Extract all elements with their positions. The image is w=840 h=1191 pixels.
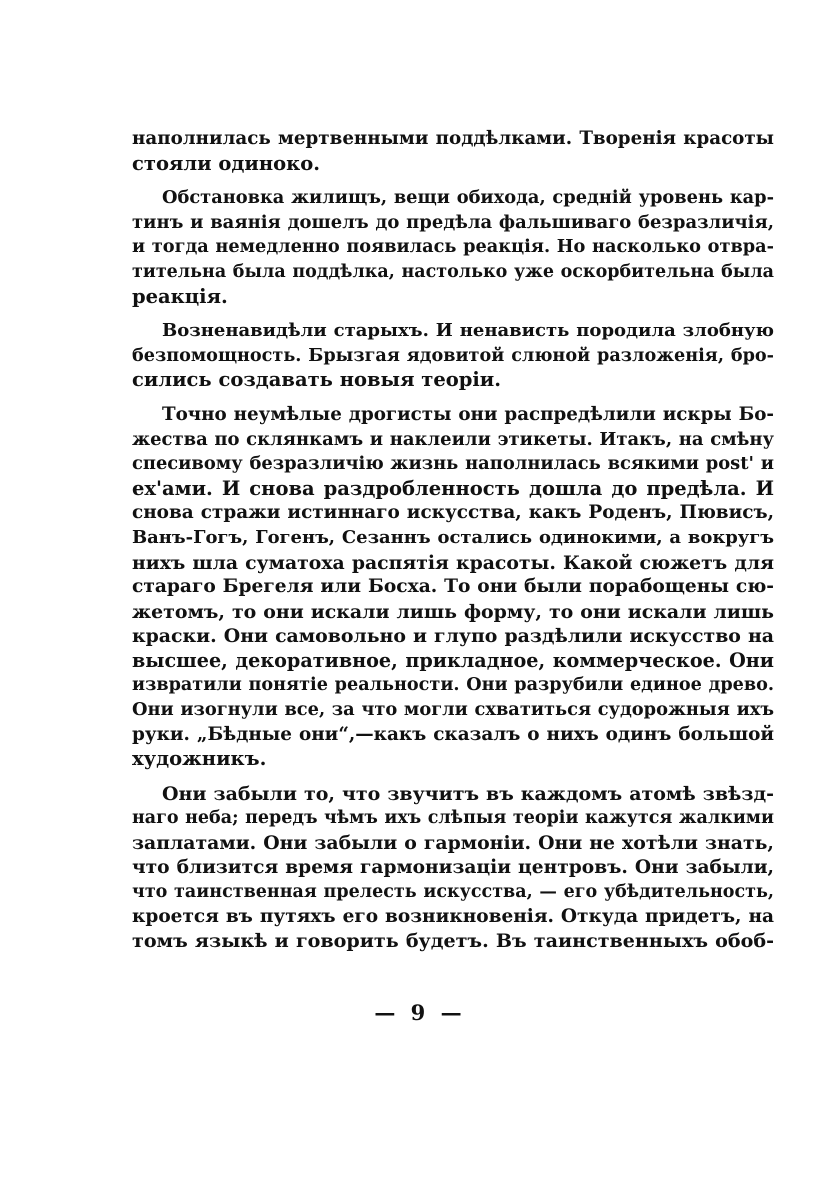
text-line: и тогда немедленно появилась реакція. Но насколько отвра-: [132, 236, 774, 258]
paragraph: [132, 186, 774, 309]
text-line: Они изогнули все, за что могли схватиться судорожныя ихъ: [132, 699, 774, 721]
text-line: безпомощность. Брызгая ядовитой слюной разложенія, бро-: [132, 344, 774, 366]
text-line: руки. „Бѣдные они“,—какъ сказалъ о нихъ одинъ большой: [132, 723, 774, 745]
paragraph: [132, 782, 774, 954]
text-line: Точно неумѣлые дрогисты они распредѣлили искры Бо-: [162, 403, 774, 425]
text-line: ex'ами. И снова раздробленность дошла до предѣла. И: [132, 476, 774, 500]
paragraph: [132, 403, 774, 772]
body-text: [132, 127, 774, 954]
page-number: — 9 —: [374, 1000, 466, 1025]
paragraph: [132, 319, 774, 393]
text-line: нихъ шла суматоха распятія красоты. Какой сюжетъ для: [132, 551, 774, 574]
text-line: наполнилась мертвенными поддѣлками. Творенія красоты: [132, 128, 774, 149]
text-line: извратили понятіе реальности. Они разрубили единое древо.: [132, 674, 774, 696]
text-line: стараго Брегеля или Босха. То они были порабощены сю-: [132, 576, 774, 598]
text-line: художникъ.: [132, 747, 267, 771]
text-line: томъ языкѣ и говорить будетъ. Въ таинственныхъ обоб-: [132, 929, 774, 953]
text-line: наго неба; передъ чѣмъ ихъ слѣпыя теоріи кажутся жалкими: [132, 808, 774, 829]
text-line: высшее, декоративное, прикладное, коммерческое. Они: [132, 648, 774, 672]
text-line: жетомъ, то они искали лишь форму, то они искали лишь: [132, 600, 774, 623]
text-line: Ванъ-Гогъ, Гогенъ, Сезаннъ остались одинокими, а вокругъ: [132, 526, 774, 548]
text-line: тинъ и ваянія дошелъ до предѣла фальшиваго безразличія,: [132, 211, 774, 233]
text-line: Возненавидѣли старыхъ. И ненависть породила злобную: [162, 320, 774, 342]
text-line: спесивому безразличію жизнь наполнилась всякими post' и: [132, 453, 774, 475]
text-line: Обстановка жилищъ, вещи обихода, средній уровень кар-: [162, 187, 774, 209]
text-line: заплатами. Они забыли о гармоніи. Они не хотѣли знать,: [132, 832, 774, 855]
paragraph: [132, 127, 774, 176]
text-line: что близится время гармонизаціи центровъ. Они забыли,: [132, 856, 774, 878]
text-line: что таинственная прелесть искусства, — его убѣдительность,: [132, 882, 774, 903]
text-line: стояли одиноко.: [132, 151, 320, 175]
text-line: краски. Они самовольно и глупо раздѣлили искусство на: [132, 625, 774, 648]
text-line: Они забыли то, что звучитъ въ каждомъ атомѣ звѣзд-: [162, 782, 774, 805]
text-line: кроется въ путяхъ его возникновенія. Откуда придетъ, на: [132, 905, 774, 927]
text-line: тительна была поддѣлка, настолько уже оскорбительна была: [132, 261, 774, 282]
text-line: снова стражи истиннаго искусства, какъ Роденъ, Пювисъ,: [132, 502, 774, 524]
text-line: сились создавать новыя теоріи.: [132, 368, 502, 392]
text-line: жества по склянкамъ и наклеили этикеты. Итакъ, на смѣну: [132, 428, 774, 450]
text-line: реакція.: [132, 284, 228, 308]
